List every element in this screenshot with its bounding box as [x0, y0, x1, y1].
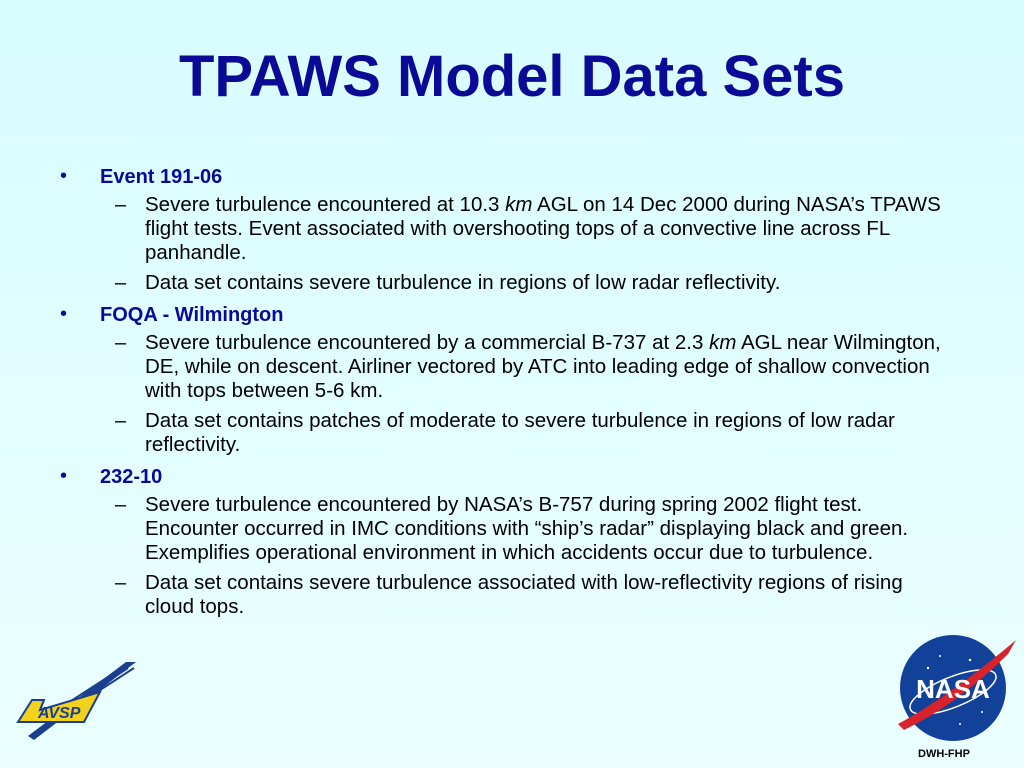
svg-text:AVSP: AVSP	[38, 705, 81, 722]
slide-title: TPAWS Model Data Sets	[178, 44, 846, 109]
sub-item-text: Data set contains severe turbulence associated with low-reflectivity regions of rising cloud tops.	[145, 571, 903, 618]
sub-item	[115, 493, 960, 565]
unit-km: km	[505, 193, 533, 216]
sub-item	[115, 271, 960, 295]
sub-item-text: Data set contains patches of moderate to severe turbulence in regions of low radar reflectivity.	[145, 409, 895, 456]
sub-item	[115, 409, 960, 457]
bullet-icon: •	[60, 465, 68, 487]
sub-item	[115, 193, 960, 265]
nasa-logo	[890, 626, 1016, 744]
bullet-list	[60, 163, 960, 625]
event-heading: 232-10	[100, 466, 163, 488]
event-heading: FOQA - Wilmington	[100, 304, 284, 326]
sub-item	[115, 571, 960, 619]
dash-icon: –	[115, 332, 127, 354]
bullet-icon: •	[60, 303, 68, 325]
dash-icon: –	[115, 494, 127, 516]
dash-icon: –	[115, 572, 127, 594]
unit-km: km	[709, 331, 737, 354]
dash-icon: –	[115, 410, 127, 432]
bullet-icon: •	[60, 165, 68, 187]
avsp-logo	[14, 662, 136, 740]
sub-item-text: Severe turbulence encountered at 10.3 km AGL on 14 Dec 2000 during NASA’s TPAWS flight tests. Event associated with overshooting tops of a convective line across FL panhandle.	[145, 193, 941, 264]
event-item	[60, 463, 960, 619]
dash-icon: –	[115, 194, 127, 216]
footer-label: DWH-FHP	[918, 748, 970, 760]
sub-item	[115, 331, 960, 403]
svg-text:NASA: NASA	[916, 674, 990, 704]
dash-icon: –	[115, 272, 127, 294]
sub-item-text: Severe turbulence encountered by NASA’s B-757 during spring 2002 flight test. Encounter occurred in IMC conditions with “ship’s radar” displaying black and green. Exemplifies operational environment in which accidents occur due to turbulence.	[145, 493, 909, 564]
sub-item-text: Severe turbulence encountered by a commercial B-737 at 2.3 km AGL near Wilmington, DE, while on descent. Airliner vectored by ATC into leading edge of shallow convection with tops between 5-6 km.	[145, 331, 941, 402]
event-item	[60, 301, 960, 457]
sub-item-text: Data set contains severe turbulence in regions of low radar reflectivity.	[145, 271, 781, 294]
event-item	[60, 163, 960, 295]
event-heading: Event 191-06	[100, 166, 223, 188]
